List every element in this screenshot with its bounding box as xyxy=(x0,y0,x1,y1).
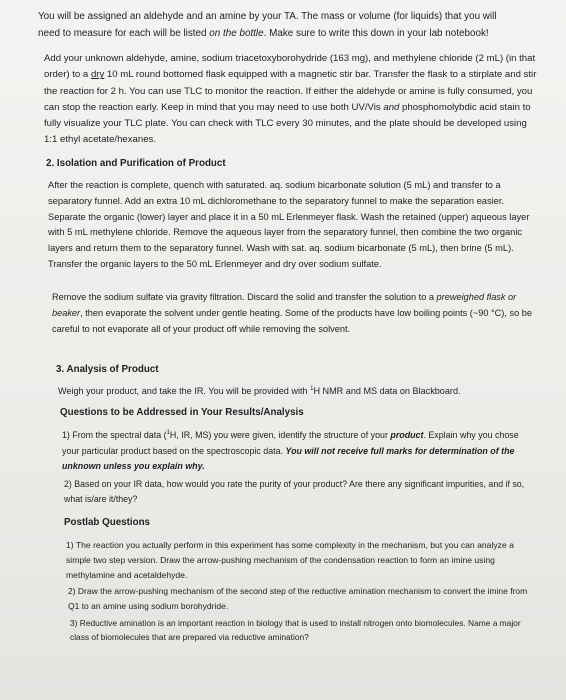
q1-bold: You will not receive full marks for determination of the unknown unless you explain why. xyxy=(62,445,515,472)
postlab-question-2 xyxy=(68,584,528,613)
weigh-a: Weigh your product, and take the IR. You will be provided with xyxy=(58,386,311,396)
q1-b: H, IR, MS) you were given, identify the structure of your xyxy=(169,430,391,440)
intro-line2-a: need to measure for each will be listed xyxy=(38,28,210,39)
postlab-q2-text: 2) Draw the arrow-pushing mechanism of the second step of the reductive amination mechanism to convert the imine from Q1 to an amine using sodium borohydride. xyxy=(68,586,528,611)
q1-a: 1) From the spectral data ( xyxy=(62,430,167,440)
procedure-a: Add your unknown aldehyde, amine, sodium triacetoxyborohydride (163 mg), and methylene chloride (2 mL) (in that order) to a xyxy=(44,53,536,81)
isolation-text: After the reaction is complete, quench with saturated. aq. sodium bicarbonate solution (5 mL) and transfer to a separatory funnel. Add an extra 10 mL dichloromethane to the separatory funnel to make the separation easier. Separate the organic (lower) layer and place it in a 50 mL Erlenmeyer flask. Wash the retained (upper) aqueous layer with 5 mL methylene chloride. Remove the aqueous layer from the separatory funnel, then combine the two organic layers and return them to the separatory funnel. Wash with sat. aq. sodium bicarbonate (5 mL), then brine (5 mL). Transfer the organic layers to the 50 mL Erlenmeyer and dry over sodium sulfate. xyxy=(48,180,530,269)
procedure-c: phosphomolybdic acid stain to fully visualize your TLC plate. You can check with TLC every 30 minutes, and the plate should be developed using 1:1 ethyl acetate/hexanes. xyxy=(44,101,531,146)
procedure-b: 10 mL round bottomed flask equipped with a magnetic stir bar. Transfer the flask to a stirplate and stir the reaction for 2 h. You can use TLC to monitor the reaction. If either the aldehyde or amine is fully consumed, you can stop the reaction early. Keep in mind that you may need to use both UV/Vis xyxy=(44,69,537,113)
section3-title: 3. Analysis of Product xyxy=(56,364,159,375)
question-2 xyxy=(64,477,530,508)
question-1 xyxy=(62,428,532,475)
intro-line2-b: . Make sure to write this down in your lab notebook! xyxy=(263,28,489,39)
filtration-paragraph xyxy=(52,290,532,337)
section2-heading-block xyxy=(46,156,526,172)
questions-heading-block xyxy=(60,405,520,421)
procedure-and: and xyxy=(383,101,400,113)
filtration-italic: preweighed flask or beaker xyxy=(52,292,517,318)
filtration-b: , then evaporate the solvent under gentle heating. Some of the products have low boiling points (~90 °C), so be careful to not evaporate all of your product off while removing the solvent. xyxy=(52,307,532,334)
intro-line2-italic: on the bottle xyxy=(209,28,264,39)
weigh-sup: 1 xyxy=(310,385,314,392)
postlab-heading-block xyxy=(64,515,524,531)
section2-title: 2. Isolation and Purification of Product xyxy=(46,158,226,169)
q1-c: . Explain why you chose your particular product based on the spectroscopic data. xyxy=(62,430,519,456)
procedure-paragraph xyxy=(44,51,542,149)
intro-paragraph xyxy=(38,8,550,42)
isolation-paragraph xyxy=(48,178,536,273)
weigh-b: H NMR and MS data on Blackboard. xyxy=(313,386,461,396)
postlab-question-3 xyxy=(70,616,526,645)
section3-heading-block xyxy=(56,362,516,378)
q1-sup: 1 xyxy=(166,430,170,437)
postlab-question-1 xyxy=(66,538,528,582)
q2-text: 2) Based on your IR data, how would you rate the purity of your product? Are there any significant impurities, and if so, what is/are it/they? xyxy=(64,479,525,505)
weigh-line xyxy=(58,383,538,399)
procedure-dry: dry xyxy=(90,69,105,81)
filtration-a: Remove the sodium sulfate via gravity filtration. Discard the solid and transfer the solution to a xyxy=(52,292,437,302)
intro-line1: You will be assigned an aldehyde and an amine by your TA. The mass or volume (for liquids) that you will xyxy=(38,11,497,22)
postlab-q3-text: 3) Reductive amination is an important reaction in biology that is used to install nitrogen onto biomolecules. Name a major class of biomolecules that are prepared via reductive amination? xyxy=(70,618,521,643)
postlab-title: Postlab Questions xyxy=(64,517,151,528)
q1-product: product xyxy=(390,430,424,440)
questions-title: Questions to be Addressed in Your Results/Analysis xyxy=(60,407,304,418)
postlab-q1-text: 1) The reaction you actually perform in this experiment has some complexity in the mechanism, but you can analyze a simple two step version. Draw the arrow-pushing mechanism of the condensation reaction to form an imine using methylamine and acetaldehyde. xyxy=(66,540,514,580)
